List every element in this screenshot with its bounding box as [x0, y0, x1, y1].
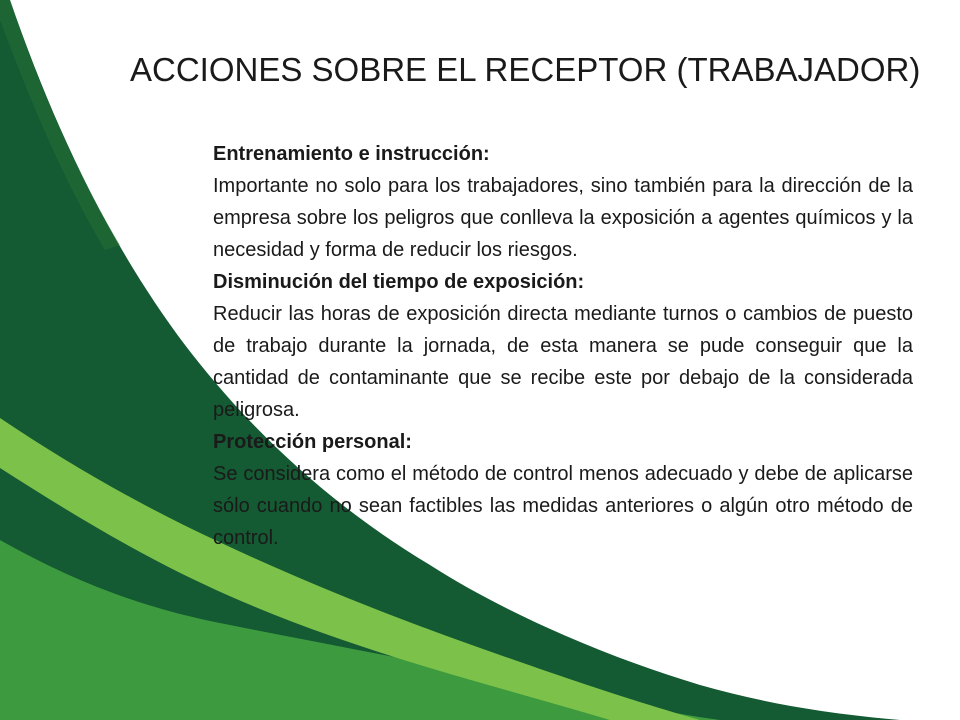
section-body-training: Importante no solo para los trabajadores, sino también para la dirección de la empresa sobre los peligros que conlleva la exposición a agentes químicos y la necesidad y forma de reducir los riesgos. — [213, 175, 913, 261]
section-heading-training: Entrenamiento e instrucción: — [213, 143, 490, 165]
section-body-exposure-time: Reducir las horas de exposición directa mediante turnos o cambios de puesto de trabajo durante la jornada, de esta manera se pude conseguir que la cantidad de contaminante que se recibe este por debajo de la considerada peligrosa. — [213, 303, 913, 421]
slide-content — [213, 138, 913, 554]
section-heading-exposure-time: Disminución del tiempo de exposición: — [213, 271, 585, 293]
section-body-personal-protection: Se considera como el método de control menos adecuado y debe de aplicarse sólo cuando no sean factibles las medidas anteriores o algún otro método de control. — [213, 463, 913, 549]
section-heading-personal-protection: Protección personal: — [213, 431, 412, 453]
slide-title: ACCIONES SOBRE EL RECEPTOR (TRABAJADOR) — [130, 51, 921, 88]
